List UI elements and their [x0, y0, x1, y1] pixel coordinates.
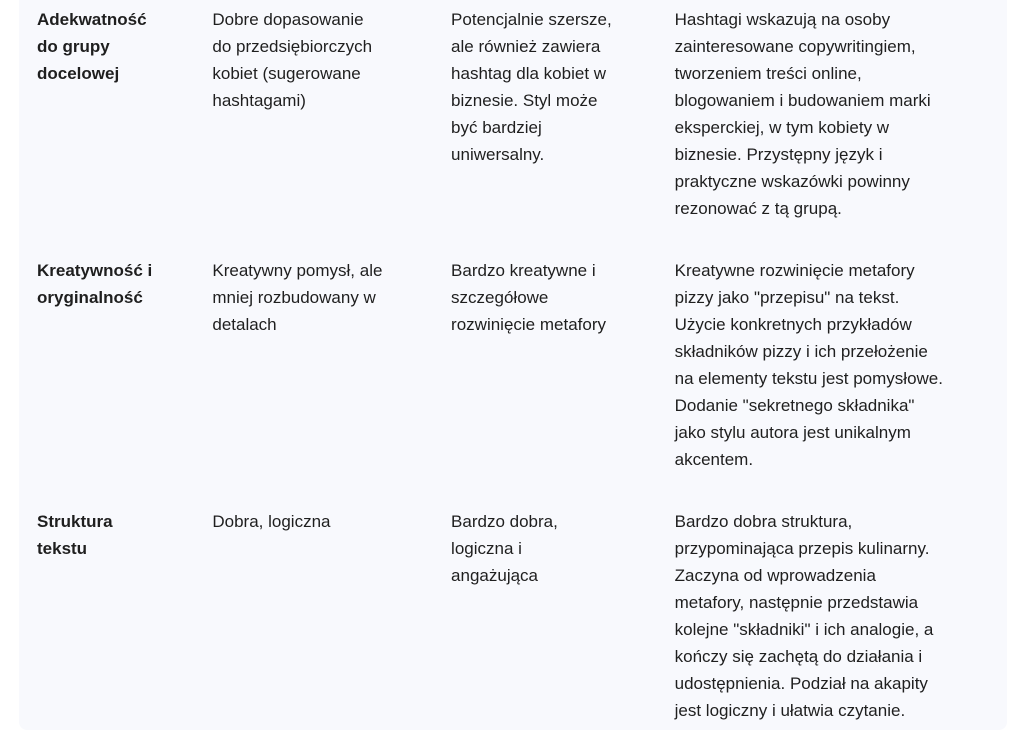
cell-line: praktyczne wskazówki powinny: [674, 172, 910, 191]
criterion-cell: [19, 239, 212, 490]
cell-line: kończy się zachętą do działania i: [674, 647, 923, 666]
comparison-table-container: [19, 0, 1007, 730]
option-b-cell: [451, 0, 675, 239]
cell-line: uniwersalny.: [451, 145, 545, 164]
comparison-table: [19, 0, 1007, 741]
cell-line: rezonować z tą grupą.: [674, 199, 842, 218]
cell-line: mniej rozbudowany w: [212, 288, 376, 307]
cell-line: docelowej: [37, 64, 120, 83]
cell-line: być bardziej: [451, 118, 542, 137]
option-b-cell: [451, 490, 675, 741]
cell-line: rozwinięcie metafory: [451, 315, 606, 334]
cell-line: oryginalność: [37, 288, 143, 307]
cell-line: Kreatywność i: [37, 261, 153, 280]
cell-line: blogowaniem i budowaniem marki: [674, 91, 931, 110]
cell-line: szczegółowe: [451, 288, 549, 307]
cell-line: jest logiczny i ułatwia czytanie.: [674, 701, 906, 720]
cell-line: Adekwatność: [37, 10, 147, 29]
table-row: [19, 0, 1007, 239]
cell-line: składników pizzy i ich przełożenie: [674, 342, 928, 361]
cell-line: tworzeniem treści online,: [674, 64, 862, 83]
option-a-cell: [212, 0, 451, 239]
cell-line: pizzy jako "przepisu" na tekst.: [674, 288, 900, 307]
cell-line: Hashtagi wskazują na osoby: [674, 10, 891, 29]
cell-line: metafory, następnie przedstawia: [674, 593, 919, 612]
cell-line: Bardzo kreatywne i: [451, 261, 596, 280]
cell-line: biznesie. Przystępny język i: [674, 145, 883, 164]
cell-line: Kreatywny pomysł, ale: [212, 261, 383, 280]
cell-line: przypominająca przepis kulinarny.: [674, 539, 930, 558]
cell-line: na elementy tekstu jest pomysłowe.: [674, 369, 943, 388]
cell-line: kobiet (sugerowane: [212, 64, 361, 83]
cell-line: jako stylu autora jest unikalnym: [674, 423, 911, 442]
cell-line: Potencjalnie szersze,: [451, 10, 612, 29]
cell-line: logiczna i: [451, 539, 522, 558]
table-row: [19, 239, 1007, 490]
cell-line: tekstu: [37, 539, 88, 558]
cell-line: Użycie konkretnych przykładów: [674, 315, 912, 334]
cell-line: do przedsiębiorczych: [212, 37, 373, 56]
option-b-cell: [451, 239, 675, 490]
cell-line: Zaczyna od wprowadzenia: [674, 566, 876, 585]
cell-line: akcentem.: [674, 450, 754, 469]
cell-line: Bardzo dobra,: [451, 512, 558, 531]
cell-line: Bardzo dobra struktura,: [674, 512, 853, 531]
table-row: [19, 490, 1007, 741]
cell-line: eksperckiej, w tym kobiety w: [674, 118, 890, 137]
cell-line: hashtag dla kobiet w: [451, 64, 607, 83]
option-a-cell: [212, 239, 451, 490]
cell-line: detalach: [212, 315, 277, 334]
cell-line: Dodanie "sekretnego składnika": [674, 396, 915, 415]
analysis-cell: [675, 239, 1007, 490]
cell-line: hashtagami): [212, 91, 306, 110]
cell-line: udostępnienia. Podział na akapity: [674, 674, 928, 693]
cell-line: ale również zawiera: [451, 37, 601, 56]
cell-line: kolejne "składniki" i ich analogie, a: [674, 620, 934, 639]
analysis-cell: [675, 0, 1007, 239]
cell-line: angażująca: [451, 566, 539, 585]
cell-line: biznesie. Styl może: [451, 91, 598, 110]
criterion-cell: [19, 0, 212, 239]
cell-line: Dobre dopasowanie: [212, 10, 364, 29]
criterion-cell: [19, 490, 212, 741]
cell-line: zainteresowane copywritingiem,: [674, 37, 916, 56]
cell-line: Kreatywne rozwinięcie metafory: [674, 261, 915, 280]
cell-line: Struktura: [37, 512, 113, 531]
analysis-cell: [675, 490, 1007, 741]
cell-line: do grupy: [37, 37, 110, 56]
option-a-cell: [212, 490, 451, 741]
cell-line: Dobra, logiczna: [212, 512, 331, 531]
